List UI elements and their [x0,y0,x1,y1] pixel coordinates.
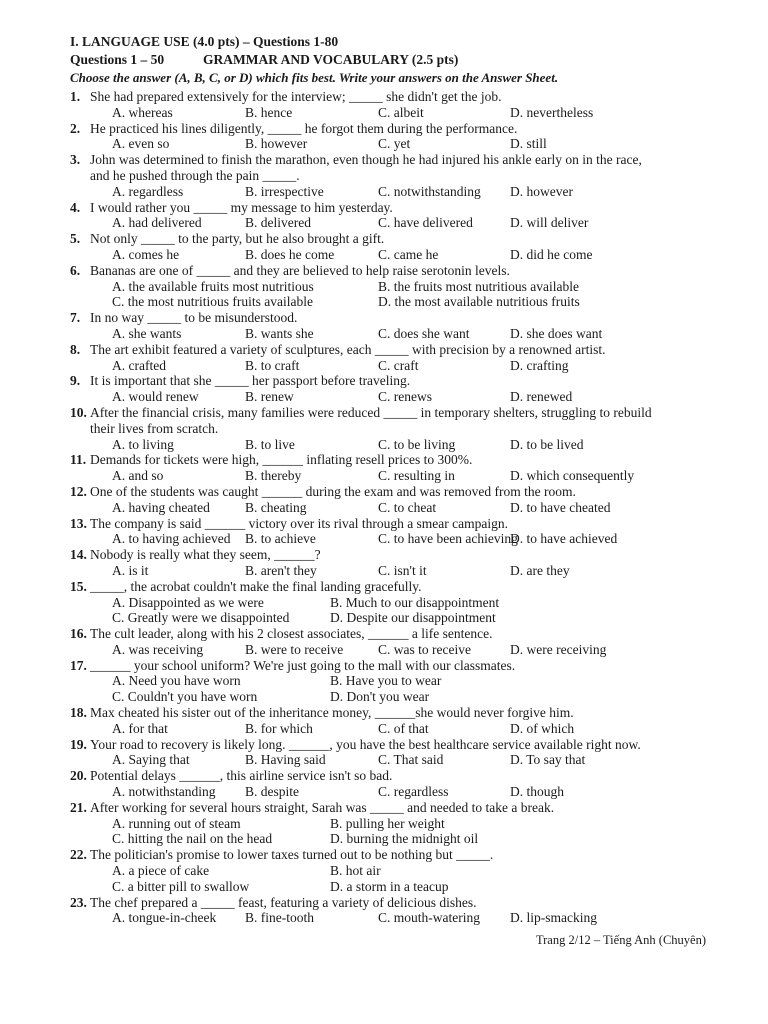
option-row [0,673,768,689]
question-14 [0,547,768,579]
question-20 [0,768,768,800]
question-19 [0,737,768,769]
question-number: 20. [70,768,87,784]
option-row [0,247,768,263]
answer-option[interactable]: A. for that [112,720,168,736]
answer-option[interactable]: C. Greatly were we disappointed [112,610,290,626]
question-number: 13. [70,515,87,531]
answer-option[interactable]: C. renews [378,389,432,405]
question-stem-line [0,737,768,753]
answer-option[interactable]: A. having cheated [112,499,210,515]
answer-option[interactable]: A. is it [112,562,149,578]
question-number: 12. [70,483,87,499]
answer-option[interactable]: D. of which [510,720,575,736]
answer-option[interactable]: C. mouth-watering [378,910,480,926]
question-6 [0,263,768,310]
answer-option[interactable]: C. hitting the nail on the head [112,831,273,847]
section-title: I. LANGUAGE USE (4.0 pts) – Questions 1-80 [70,34,339,49]
answer-option[interactable]: B. for which [245,720,313,736]
answer-option[interactable]: B. to live [245,436,295,452]
question-text: I would rather you _____ my message to him yesterday. [90,199,393,215]
answer-option[interactable]: D. nevertheless [510,104,594,120]
question-number: 14. [70,547,87,563]
question-stem-line [0,310,768,326]
question-4 [0,200,768,232]
question-11 [0,452,768,484]
question-stem-line [0,658,768,674]
question-text: Not only _____ to the party, but he also brought a gift. [90,231,385,247]
answer-option[interactable]: B. to craft [245,357,300,373]
question-text: He practiced his lines diligently, _____ he forgot them during the performance. [90,120,518,136]
question-15 [0,579,768,626]
question-10 [0,405,768,452]
question-stem-line [0,373,768,389]
answer-option[interactable]: C. to have been achieving [378,531,518,547]
question-2 [0,121,768,153]
question-stem-line [0,579,768,595]
answer-option[interactable]: A. tongue-in-cheek [112,910,217,926]
question-stem-line [0,484,768,500]
option-row [0,437,768,453]
answer-option[interactable]: A. regardless [112,183,184,199]
question-text: The cult leader, along with his 2 closest associates, ______ a life sentence. [90,626,493,642]
question-stem-line [0,168,768,184]
question-stem-line [0,705,768,721]
option-row [0,863,768,879]
option-row [0,326,768,342]
question-number: 10. [70,404,87,420]
question-stem-line [0,452,768,468]
answer-option[interactable]: D. still [510,136,547,152]
answer-option[interactable]: B. wants she [245,325,314,341]
question-13 [0,516,768,548]
question-22 [0,847,768,894]
question-stem-line [0,263,768,279]
page-footer: Trang 2/12 – Tiếng Anh (Chuyên) [535,933,706,947]
question-text: Max cheated his sister out of the inheritance money, ______she would never forgive him. [90,705,574,721]
answer-option[interactable]: C. yet [378,136,411,152]
answer-option[interactable]: B. Have you to wear [330,673,442,689]
answer-option[interactable]: A. had delivered [112,215,202,231]
question-stem-line [0,200,768,216]
question-8 [0,342,768,374]
answer-option[interactable]: C. resulting in [378,468,455,484]
answer-option[interactable]: D. crafting [510,357,569,373]
subsection-range: Questions 1 – 50 [70,52,165,67]
question-text: Bananas are one of _____ and they are believed to help raise serotonin levels. [90,262,510,278]
answer-option[interactable]: B. pulling her weight [330,815,445,831]
option-row [0,910,768,926]
question-number: 8. [70,341,81,357]
answer-option[interactable]: D. a storm in a teacup [330,878,449,894]
option-row [0,136,768,152]
question-stem-line [0,152,768,168]
question-17 [0,658,768,705]
question-text: and he pushed through the pain _____. [90,167,300,183]
question-text: John was determined to finish the marathon, even though he had injured his ankle early on in the race, [90,152,642,168]
question-text: Your road to recovery is likely long. ______, you have the best healthcare service available right now. [90,736,641,752]
answer-option[interactable]: A. a piece of cake [112,863,210,879]
answer-option[interactable]: D. the most available nutritious fruits [378,294,580,310]
answer-option[interactable]: C. to cheat [378,499,437,515]
answer-option[interactable]: A. Saying that [112,752,190,768]
answer-option[interactable]: D. she does want [510,325,603,341]
answer-option[interactable]: B. fine-tooth [245,910,314,926]
option-row [0,105,768,121]
question-stem-line [0,121,768,137]
answer-option[interactable]: B. despite [245,784,299,800]
question-number: 16. [70,626,87,642]
option-row [0,279,768,295]
question-number: 1. [70,89,81,104]
answer-option[interactable]: D. to be lived [510,436,584,452]
answer-option[interactable]: B. hence [245,104,293,120]
question-9 [0,373,768,405]
answer-option[interactable]: A. would renew [112,389,199,405]
answer-option[interactable]: C. That said [378,752,444,768]
answer-option[interactable]: D. renewed [510,389,573,405]
question-number: 17. [70,657,87,673]
question-18 [0,705,768,737]
option-row [0,784,768,800]
question-3 [0,152,768,199]
instruction: Choose the answer (A, B, C, or D) which fits best. Write your answers on the Answer Sheet. [70,70,559,85]
answer-option[interactable]: B. hot air [330,863,381,879]
question-number: 9. [70,373,81,389]
question-number: 23. [70,894,87,910]
answer-option[interactable]: A. whereas [112,104,173,120]
answer-option[interactable]: B. Much to our disappointment [330,594,500,610]
answer-option[interactable]: D. will deliver [510,215,589,231]
answer-option[interactable]: B. thereby [245,468,302,484]
question-number: 21. [70,799,87,815]
question-text: ______ your school uniform? We're just going to the mall with our classmates. [90,657,516,673]
option-row [0,816,768,832]
question-text: Demands for tickets were high, ______ inflating resell prices to 300%. [90,452,473,468]
answer-option[interactable]: C. Couldn't you have worn [112,689,258,705]
answer-option[interactable]: C. notwithstanding [378,183,481,199]
option-row [0,468,768,484]
option-row [0,215,768,231]
answer-option[interactable]: A. she wants [112,325,182,341]
question-5 [0,231,768,263]
question-number: 18. [70,705,87,721]
question-stem-line [0,847,768,863]
answer-option[interactable]: D. Despite our disappointment [330,610,496,626]
answer-option[interactable]: C. was to receive [378,641,471,657]
question-stem-line [0,626,768,642]
question-text: their lives from scratch. [90,420,219,436]
answer-option[interactable]: B. irrespective [245,183,324,199]
option-row [0,642,768,658]
answer-option[interactable]: C. regardless [378,784,449,800]
question-number: 3. [70,152,81,168]
answer-option[interactable]: B. cheating [245,499,307,515]
option-row [0,879,768,895]
question-stem-line [0,768,768,784]
question-text: It is important that she _____ her passport before traveling. [90,373,411,389]
answer-option[interactable]: D. however [510,183,573,199]
question-stem-line [0,800,768,816]
question-list [0,89,768,926]
answer-option[interactable]: D. are they [510,562,570,578]
answer-option[interactable]: C. of that [378,720,429,736]
answer-option[interactable]: A. and so [112,468,164,484]
answer-option[interactable]: D. which consequently [510,468,635,484]
answer-option[interactable]: B. were to receive [245,641,344,657]
question-text: The chef prepared a _____ feast, featuring a variety of delicious dishes. [90,894,477,910]
question-stem-line [0,405,768,421]
answer-option[interactable]: D. were receiving [510,641,607,657]
answer-option[interactable]: A. was receiving [112,641,204,657]
option-row [0,184,768,200]
question-21 [0,800,768,847]
answer-option[interactable]: A. to having achieved [112,531,231,547]
question-stem-line [0,895,768,911]
question-text: After working for several hours straight, Sarah was _____ and needed to take a break. [90,799,555,815]
answer-option[interactable]: D. to have cheated [510,499,611,515]
question-text: The art exhibit featured a variety of sculptures, each _____ with precision by a renowned artist. [90,341,606,357]
option-row [0,531,768,547]
question-7 [0,310,768,342]
question-12 [0,484,768,516]
question-text: _____, the acrobat couldn't make the final landing gracefully. [90,578,422,594]
subsection-header [70,52,459,68]
answer-option[interactable]: C. does she want [378,325,470,341]
answer-option[interactable]: C. came he [378,246,439,262]
answer-option[interactable]: A. Disappointed as we were [112,594,264,610]
question-stem-line [0,547,768,563]
answer-option[interactable]: B. the fruits most nutritious available [378,278,579,294]
option-row [0,610,768,626]
question-1 [0,89,768,121]
answer-option[interactable]: B. to achieve [245,531,316,547]
answer-option[interactable]: D. Don't you wear [330,689,430,705]
question-number: 11. [70,452,87,468]
question-text: The politician's promise to lower taxes turned out to be nothing but _____. [90,847,494,863]
option-row [0,721,768,737]
answer-option[interactable]: A. Need you have worn [112,673,241,689]
answer-option[interactable]: B. renew [245,389,294,405]
question-stem-line [0,516,768,532]
question-number: 19. [70,736,87,752]
answer-option[interactable]: C. craft [378,357,419,373]
answer-option[interactable]: C. have delivered [378,215,473,231]
subsection-title: GRAMMAR AND VOCABULARY (2.5 pts) [203,52,459,67]
answer-option[interactable]: C. to be living [378,436,456,452]
answer-option[interactable]: B. delivered [245,215,311,231]
question-text: She had prepared extensively for the interview; _____ she didn't get the job. [90,89,502,104]
option-row [0,831,768,847]
question-number: 2. [70,120,81,136]
answer-option[interactable]: A. running out of steam [112,815,241,831]
answer-option[interactable]: A. crafted [112,357,166,373]
question-text: Nobody is really what they seem, ______? [90,547,321,563]
question-text: After the financial crisis, many families were reduced _____ in temporary shelters, struggling to rebuild [90,404,652,420]
question-stem-line [0,231,768,247]
option-row [0,500,768,516]
answer-option[interactable]: B. however [245,136,308,152]
answer-option[interactable]: A. to living [112,436,174,452]
question-number: 5. [70,231,81,247]
question-number: 4. [70,199,81,215]
answer-option[interactable]: D. to have achieved [510,531,618,547]
answer-option[interactable]: D. lip-smacking [510,910,597,926]
option-row [0,358,768,374]
answer-option[interactable]: A. notwithstanding [112,784,216,800]
question-text: One of the students was caught ______ during the exam and was removed from the room. [90,483,576,499]
answer-option[interactable]: D. did he come [510,246,593,262]
answer-option[interactable]: A. the available fruits most nutritious [112,278,314,294]
option-row [0,595,768,611]
question-number: 7. [70,310,81,326]
question-text: The company is said ______ victory over its rival through a smear campaign. [90,515,509,531]
answer-option[interactable]: C. the most nutritious fruits available [112,294,313,310]
question-stem-line [0,421,768,437]
answer-option[interactable]: D. though [510,784,564,800]
question-stem-line [0,89,768,105]
option-row [0,294,768,310]
question-number: 6. [70,262,81,278]
question-text: Potential delays ______, this airline service isn't so bad. [90,768,393,784]
question-text: In no way _____ to be misunderstood. [90,310,298,326]
option-row [0,563,768,579]
answer-option[interactable]: C. a bitter pill to swallow [112,878,250,894]
answer-option[interactable]: B. aren't they [245,562,317,578]
answer-option[interactable]: C. albeit [378,104,424,120]
answer-option[interactable]: B. Having said [245,752,326,768]
option-row [0,689,768,705]
option-row [0,389,768,405]
question-number: 22. [70,847,87,863]
question-number: 15. [70,578,87,594]
question-stem-line [0,342,768,358]
answer-option[interactable]: A. even so [112,136,170,152]
answer-option[interactable]: D. To say that [510,752,586,768]
option-row [0,752,768,768]
answer-option[interactable]: C. isn't it [378,562,427,578]
answer-option[interactable]: B. does he come [245,246,335,262]
answer-option[interactable]: A. comes he [112,246,180,262]
question-16 [0,626,768,658]
question-23 [0,895,768,927]
answer-option[interactable]: D. burning the midnight oil [330,831,479,847]
